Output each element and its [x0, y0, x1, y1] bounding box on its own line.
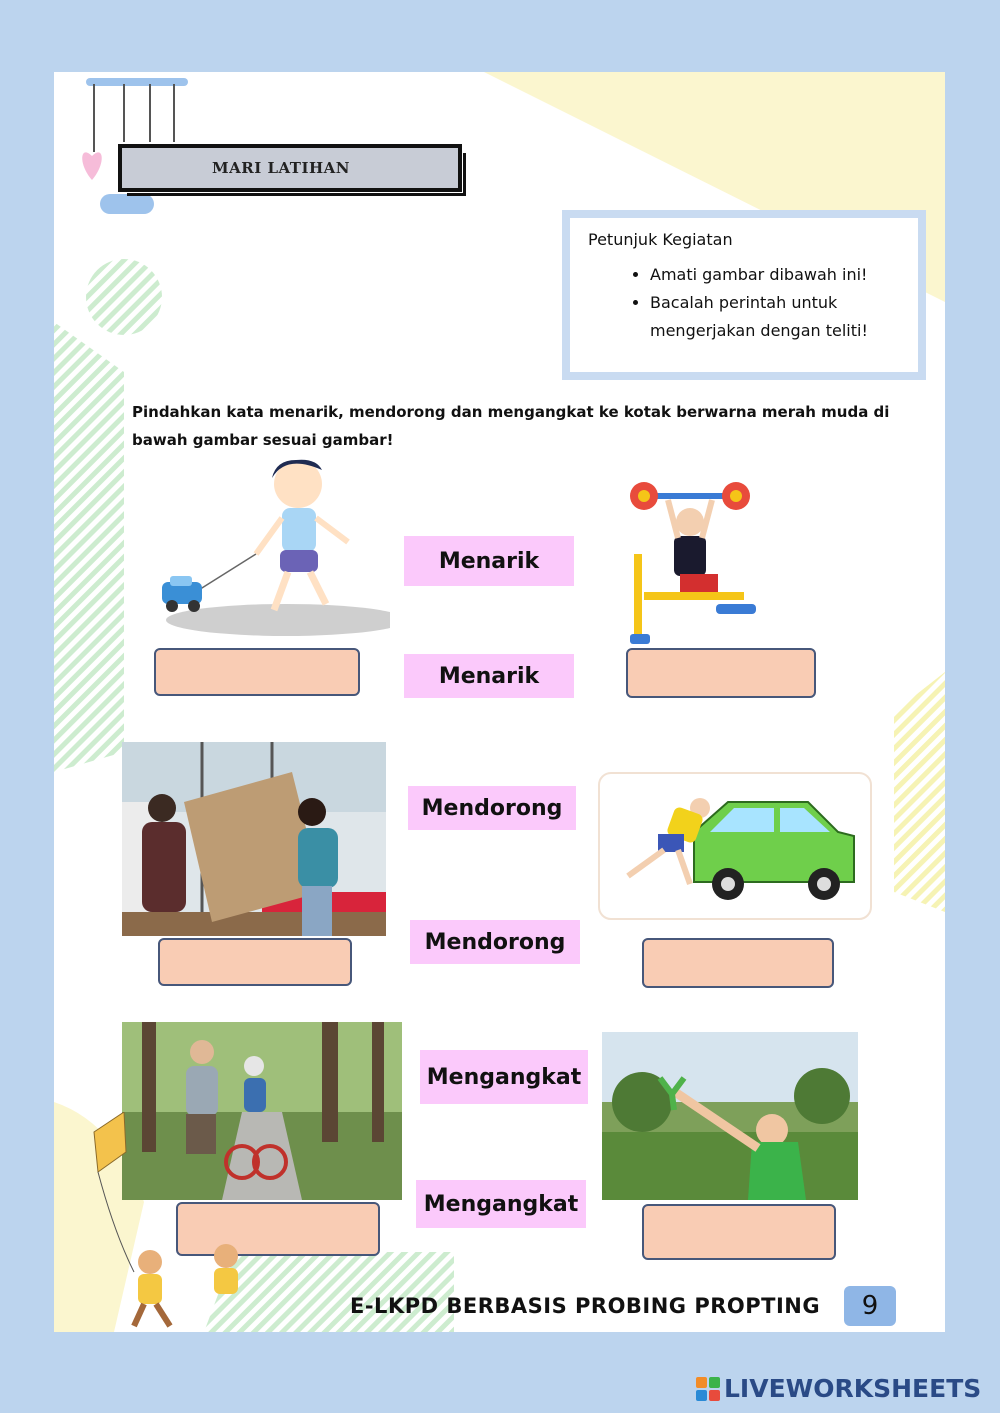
boy-slingshot-image [602, 1032, 858, 1200]
word-tag-mendorong[interactable]: Mendorong [410, 920, 580, 964]
word-tag-menarik[interactable]: Menarik [404, 536, 574, 586]
answer-box-1[interactable] [154, 648, 360, 696]
worksheet-page [54, 72, 945, 1332]
boy-pulling-toy-image [126, 454, 390, 644]
task-instruction: Pindahkan kata menarik, mendorong dan mengangkat ke kotak berwarna merah muda di bawah gambar sesuai gambar! [132, 403, 890, 449]
answer-box-4[interactable] [642, 938, 834, 988]
answer-box-2[interactable] [626, 648, 816, 698]
liveworksheets-logo-icon [696, 1377, 720, 1401]
brand-name: LIVEWORKSHEETS [724, 1374, 982, 1403]
instructions-heading: Petunjuk Kegiatan [588, 230, 733, 249]
answer-box-6[interactable] [642, 1204, 836, 1260]
section-banner [118, 144, 462, 192]
child-lifting-barbell-image [620, 474, 770, 650]
kite-children-decoration [54, 1112, 254, 1332]
instructions-box [562, 210, 926, 380]
instruction-item: • Amati gambar dibawah ini! [650, 261, 900, 289]
answer-box-3[interactable] [158, 938, 352, 986]
liveworksheets-brand[interactable] [696, 1374, 981, 1403]
word-tag-mendorong[interactable]: Mendorong [408, 786, 576, 830]
page-number-badge [844, 1286, 896, 1326]
word-tag-mengangkat[interactable]: Mengangkat [416, 1180, 586, 1228]
word-tag-menarik[interactable]: Menarik [404, 654, 574, 698]
couple-lifting-box-image [122, 742, 386, 936]
instruction-item: • Bacalah perintah untuk mengerjakan dengan teliti! [650, 289, 900, 345]
page-number: 9 [861, 1291, 879, 1321]
footer-title: E-LKPD BERBASIS PROBING PROPTING [350, 1294, 821, 1318]
word-tag-mengangkat[interactable]: Mengangkat [420, 1050, 588, 1104]
man-pushing-car-image [598, 772, 872, 920]
banner-title: MARI LATIHAN [212, 159, 351, 177]
